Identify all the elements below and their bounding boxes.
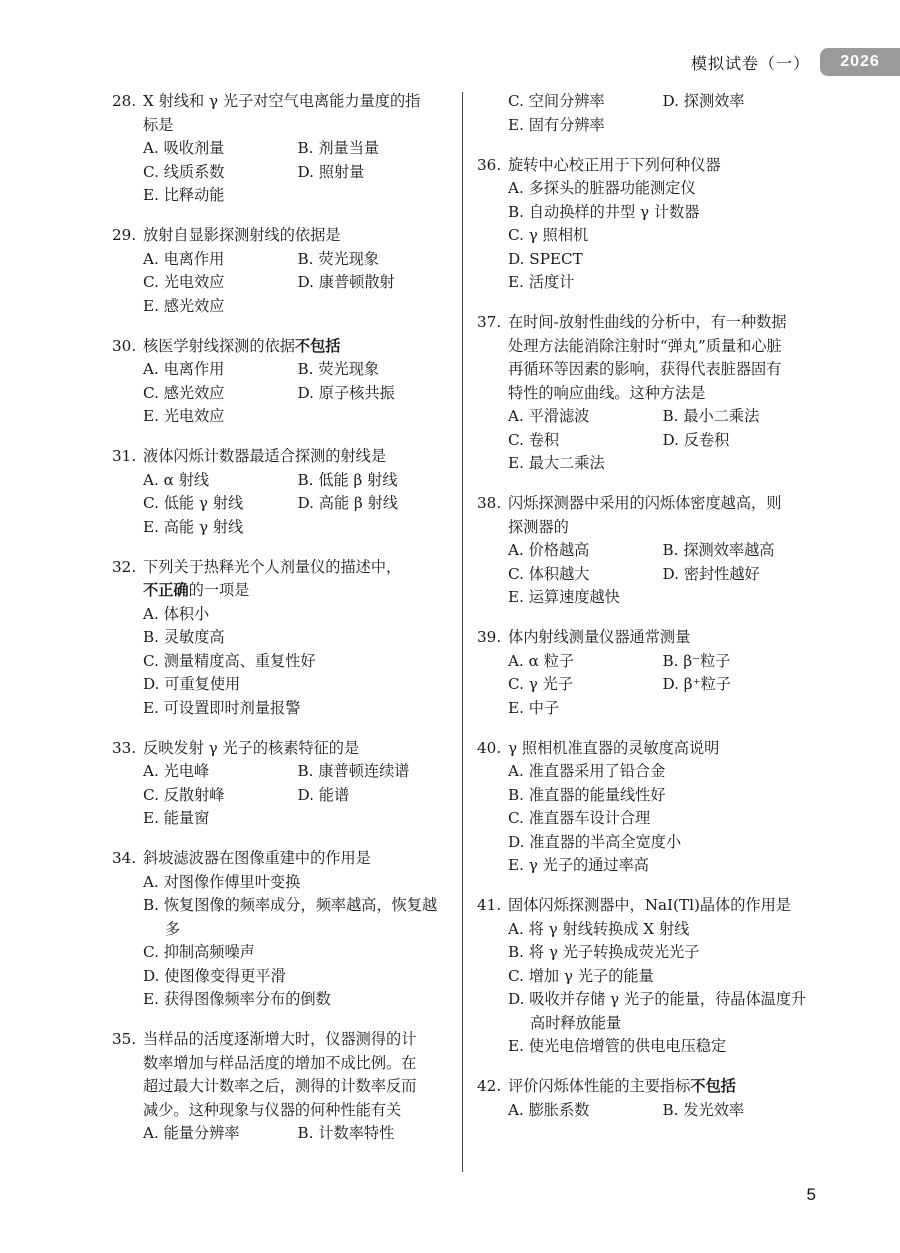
column-divider <box>462 92 463 1172</box>
stem-line: 旋转中心校正用于下列何种仪器 <box>508 155 721 174</box>
option-text: A. 光电峰 <box>143 762 210 780</box>
stem-line: 探测器的 <box>508 517 569 536</box>
option-text: C. 准直器车设计合理 <box>508 809 651 827</box>
answer-option <box>508 586 817 610</box>
answer-option <box>143 469 298 493</box>
question-number: 29. <box>112 226 137 244</box>
answer-option <box>298 382 453 406</box>
question-stem <box>112 335 452 359</box>
answer-option <box>508 248 817 272</box>
option-text: E. 固有分辨率 <box>508 115 605 134</box>
answer-option <box>508 177 817 201</box>
option-text: D. β⁺粒子 <box>662 675 731 693</box>
answer-option <box>298 760 453 784</box>
answer-option <box>663 1099 818 1123</box>
option-text: D. SPECT <box>508 249 583 268</box>
option-text: D. 准直器的半高全宽度小 <box>508 832 682 851</box>
question-item <box>112 847 452 1012</box>
question-number: 32. <box>112 557 137 576</box>
answer-option <box>508 201 817 225</box>
option-text: D. 密封性越好 <box>662 564 760 583</box>
question-item <box>477 626 817 720</box>
question-number: 33. <box>112 738 137 757</box>
stem-line: 当样品的活度逐渐增大时，仪器测得的计 <box>143 1030 417 1048</box>
answer-option <box>143 1122 298 1146</box>
question-stem <box>112 445 452 469</box>
answer-option <box>143 673 452 697</box>
option-list <box>112 760 452 831</box>
answer-option <box>143 516 452 540</box>
option-text: B. 将 γ 光子转换成荧光光子 <box>508 943 700 961</box>
option-text: C. 体积越大 <box>508 564 590 583</box>
option-text: B. 恢复图像的频率成分，频率越高，恢复越多 <box>143 896 438 938</box>
answer-option <box>143 626 452 650</box>
answer-option <box>143 871 452 895</box>
stem-emphasis: 不正确 <box>143 581 189 599</box>
option-text: E. 最大二乘法 <box>508 454 605 472</box>
answer-option <box>508 918 817 942</box>
answer-option <box>143 248 298 272</box>
stem-text: 评价闪烁体性能的主要指标 <box>508 1077 691 1095</box>
option-text: C. 感光效应 <box>143 383 225 402</box>
answer-option <box>143 603 452 627</box>
option-text: E. 使光电倍增管的供电电压稳定 <box>508 1037 727 1055</box>
answer-option <box>508 405 663 429</box>
option-text: E. 运算速度越快 <box>508 588 620 606</box>
stem-line: 在时间-放射性曲线的分析中，有一种数据 <box>508 313 787 331</box>
question-item <box>477 737 817 878</box>
option-text: B. 自动换样的井型 γ 计数器 <box>508 202 700 221</box>
option-text: E. 高能 γ 射线 <box>143 517 244 536</box>
stem-line: 斜坡滤波器在图像重建中的作用是 <box>143 849 371 867</box>
page-header <box>691 48 900 76</box>
question-stem <box>477 492 817 539</box>
answer-option <box>663 673 818 697</box>
answer-option <box>143 137 298 161</box>
answer-option <box>298 784 453 808</box>
answer-option <box>508 452 817 476</box>
option-text: B. β⁻粒子 <box>662 651 731 670</box>
question-stem <box>112 556 452 603</box>
question-item <box>112 556 452 721</box>
option-text: A. 将 γ 射线转换成 X 射线 <box>508 919 690 938</box>
question-number: 39. <box>477 628 502 646</box>
answer-option <box>143 941 452 965</box>
option-text: C. 低能 γ 射线 <box>143 494 244 512</box>
stem-line: 标是 <box>143 115 174 134</box>
option-text: E. 能量窗 <box>143 809 210 827</box>
question-number: 38. <box>477 494 502 512</box>
option-text: E. 活度计 <box>508 273 575 291</box>
option-text: B. 康普顿连续谱 <box>297 762 410 780</box>
stem-line: 固体闪烁探测器中，NaI(Tl)晶体的作用是 <box>508 896 791 914</box>
answer-option <box>663 429 818 453</box>
option-text: C. γ 照相机 <box>508 226 589 244</box>
option-text: D. 吸收并存储 γ 光子的能量，待晶体温度升高时释放能量 <box>508 990 807 1032</box>
option-text: C. 光电效应 <box>143 273 225 291</box>
answer-option <box>508 941 817 965</box>
answer-option <box>143 492 298 516</box>
option-text: E. 可设置即时剂量报警 <box>143 698 301 717</box>
answer-option <box>663 539 818 563</box>
option-text: B. 低能 β 射线 <box>297 470 398 489</box>
answer-option <box>143 894 452 941</box>
answer-option <box>508 965 817 989</box>
answer-option <box>298 492 453 516</box>
answer-option <box>298 248 453 272</box>
stem-line: 再循环等因素的影响，获得代表脏器固有 <box>508 360 782 378</box>
stem-line: 闪烁探测器中采用的闪烁体密度越高，则 <box>508 494 782 512</box>
question-stem <box>112 1028 452 1122</box>
stem-text: 的一项是 <box>188 581 250 599</box>
option-text: D. 探测效率 <box>662 92 745 110</box>
question-number: 41. <box>477 896 502 914</box>
answer-option <box>508 563 663 587</box>
answer-option <box>508 90 663 114</box>
option-text: B. 最小二乘法 <box>662 407 760 425</box>
option-list <box>112 358 452 429</box>
answer-option <box>663 405 818 429</box>
answer-option <box>298 469 453 493</box>
question-stem <box>477 894 817 918</box>
option-text: E. 光电效应 <box>143 407 225 425</box>
question-number: 40. <box>477 738 502 757</box>
answer-option <box>143 161 298 185</box>
option-text: B. 计数率特性 <box>297 1124 395 1142</box>
year-badge: 2026 <box>820 48 900 76</box>
answer-option <box>143 784 298 808</box>
answer-option <box>143 382 298 406</box>
option-text: E. 比释动能 <box>143 186 225 204</box>
answer-option <box>508 760 817 784</box>
option-text: B. 准直器的能量线性好 <box>508 785 666 804</box>
option-list <box>112 469 452 540</box>
option-text: E. γ 光子的通过率高 <box>508 856 649 874</box>
option-list <box>477 177 817 295</box>
answer-option <box>143 988 452 1012</box>
option-text: B. 探测效率越高 <box>662 541 775 559</box>
question-item <box>477 1075 817 1122</box>
option-text: D. 康普顿散射 <box>297 273 395 291</box>
option-text: A. 体积小 <box>143 604 210 623</box>
option-text: B. 荧光现象 <box>297 249 380 268</box>
option-text: C. 增加 γ 光子的能量 <box>508 966 654 985</box>
answer-option <box>508 114 817 138</box>
option-text: A. 电离作用 <box>143 360 225 378</box>
stem-line: γ 照相机准直器的灵敏度高说明 <box>508 738 720 757</box>
question-stem <box>477 311 817 405</box>
question-item <box>477 492 817 610</box>
question-number: 42. <box>477 1077 502 1095</box>
answer-option <box>143 271 298 295</box>
question-number: 36. <box>477 155 502 174</box>
answer-option <box>508 539 663 563</box>
option-text: A. 平滑滤波 <box>508 407 590 425</box>
option-text: C. 抑制高频噪声 <box>143 943 255 961</box>
option-text: A. 对图像作傅里叶变换 <box>143 872 301 891</box>
answer-option <box>143 405 452 429</box>
option-text: D. 可重复使用 <box>143 675 241 693</box>
answer-option <box>663 650 818 674</box>
question-number: 35. <box>112 1030 137 1048</box>
answer-option <box>298 1122 453 1146</box>
question-item <box>477 894 817 1059</box>
option-list <box>112 1122 452 1146</box>
question-item <box>477 311 817 476</box>
question-number: 30. <box>112 336 137 355</box>
answer-option <box>508 1035 817 1059</box>
question-number: 34. <box>112 849 137 867</box>
answer-option <box>143 295 452 319</box>
option-text: A. 吸收剂量 <box>143 139 225 157</box>
option-list <box>477 650 817 721</box>
option-list <box>112 871 452 1012</box>
left-column <box>112 90 452 1162</box>
question-number: 31. <box>112 447 137 465</box>
option-text: D. 原子核共振 <box>297 383 395 402</box>
answer-option <box>143 760 298 784</box>
option-text: B. 灵敏度高 <box>143 628 225 646</box>
stem-emphasis: 不包括 <box>690 1077 736 1095</box>
option-text: D. 反卷积 <box>662 430 730 449</box>
option-text: C. 反散射峰 <box>143 785 225 804</box>
stem-line: 特性的响应曲线。这种方法是 <box>508 383 706 402</box>
option-text: E. 感光效应 <box>143 296 225 315</box>
question-stem <box>477 154 817 178</box>
stem-line: X 射线和 γ 光子对空气电离能力量度的指 <box>143 92 421 110</box>
option-text: D. 能谱 <box>297 785 350 804</box>
option-list <box>112 137 452 208</box>
right-column <box>477 90 817 1139</box>
option-list <box>112 248 452 319</box>
option-text: E. 获得图像频率分布的倒数 <box>143 990 331 1008</box>
stem-line: 处理方法能消除注射时“弹丸”质量和心脏 <box>508 336 782 355</box>
question-stem <box>477 626 817 650</box>
stem-line: 放射自显影探测射线的依据是 <box>143 226 341 244</box>
option-list <box>112 603 452 721</box>
option-text: B. 荧光现象 <box>297 360 380 378</box>
question-item <box>112 737 452 831</box>
option-text: A. 价格越高 <box>508 541 590 559</box>
question-stem <box>477 737 817 761</box>
option-text: C. 空间分辨率 <box>508 92 605 110</box>
option-text: A. α 射线 <box>143 470 210 489</box>
option-text: A. 电离作用 <box>143 249 225 268</box>
answer-option <box>298 271 453 295</box>
question-stem <box>112 847 452 871</box>
answer-option <box>143 965 452 989</box>
option-list <box>477 405 817 476</box>
option-text: C. γ 光子 <box>508 675 574 693</box>
option-text: C. 测量精度高、重复性好 <box>143 651 316 670</box>
question-item <box>477 154 817 295</box>
question-number: 28. <box>112 92 137 110</box>
answer-option <box>508 697 817 721</box>
option-list <box>477 1099 817 1123</box>
stem-emphasis: 不包括 <box>294 336 341 355</box>
answer-option <box>298 137 453 161</box>
stem-line: 超过最大计数率之后，测得的计数率反而 <box>143 1077 417 1095</box>
stem-line: 数率增加与样品活度的增加不成比例。在 <box>143 1053 417 1072</box>
answer-option <box>143 807 452 831</box>
answer-option <box>143 650 452 674</box>
option-text: A. α 粒子 <box>508 651 575 670</box>
option-text: C. 线质系数 <box>143 162 225 181</box>
answer-option <box>508 271 817 295</box>
answer-option <box>143 358 298 382</box>
question-item <box>477 90 817 137</box>
question-number: 37. <box>477 313 502 331</box>
question-item <box>112 90 452 208</box>
question-item <box>112 445 452 539</box>
option-text: A. 准直器采用了铅合金 <box>508 762 666 780</box>
option-text: E. 中子 <box>508 698 560 717</box>
answer-option <box>298 358 453 382</box>
option-text: B. 发光效率 <box>662 1100 745 1119</box>
answer-option <box>298 161 453 185</box>
question-stem <box>477 1075 817 1099</box>
answer-option <box>508 673 663 697</box>
question-stem <box>112 90 452 137</box>
question-stem <box>112 737 452 761</box>
question-item <box>112 335 452 429</box>
answer-option <box>508 784 817 808</box>
option-list <box>477 90 817 137</box>
stem-line: 反映发射 γ 光子的核素特征的是 <box>143 738 360 757</box>
question-item <box>112 224 452 318</box>
answer-option <box>508 807 817 831</box>
answer-option <box>508 224 817 248</box>
option-list <box>477 539 817 610</box>
option-text: A. 膨胀系数 <box>508 1100 590 1119</box>
page-number: 5 <box>806 1185 816 1204</box>
stem-line: 下列关于热释光个人剂量仪的描述中， <box>143 557 402 576</box>
option-text: A. 能量分辨率 <box>143 1124 240 1142</box>
option-list <box>477 918 817 1059</box>
stem-text: 核医学射线探测的依据 <box>143 336 295 355</box>
exam-title: 模拟试卷（一） <box>690 53 810 73</box>
option-text: C. 卷积 <box>508 430 560 449</box>
answer-option <box>508 650 663 674</box>
answer-option <box>508 429 663 453</box>
answer-option <box>663 563 818 587</box>
answer-option <box>508 1099 663 1123</box>
question-item <box>112 1028 452 1146</box>
answer-option <box>663 90 818 114</box>
answer-option <box>143 184 452 208</box>
stem-line: 减少。这种现象与仪器的何种性能有关 <box>143 1100 402 1119</box>
stem-line: 体内射线测量仪器通常测量 <box>508 628 691 646</box>
answer-option <box>508 988 817 1035</box>
answer-option <box>508 854 817 878</box>
option-list <box>477 760 817 878</box>
answer-option <box>508 831 817 855</box>
option-text: D. 高能 β 射线 <box>297 494 398 512</box>
option-text: D. 使图像变得更平滑 <box>143 966 286 985</box>
stem-line: 液体闪烁计数器最适合探测的射线是 <box>143 447 386 465</box>
option-text: A. 多探头的脏器功能测定仪 <box>508 179 696 197</box>
question-stem <box>112 224 452 248</box>
option-text: D. 照射量 <box>297 162 365 181</box>
answer-option <box>143 697 452 721</box>
option-text: B. 剂量当量 <box>297 139 380 157</box>
